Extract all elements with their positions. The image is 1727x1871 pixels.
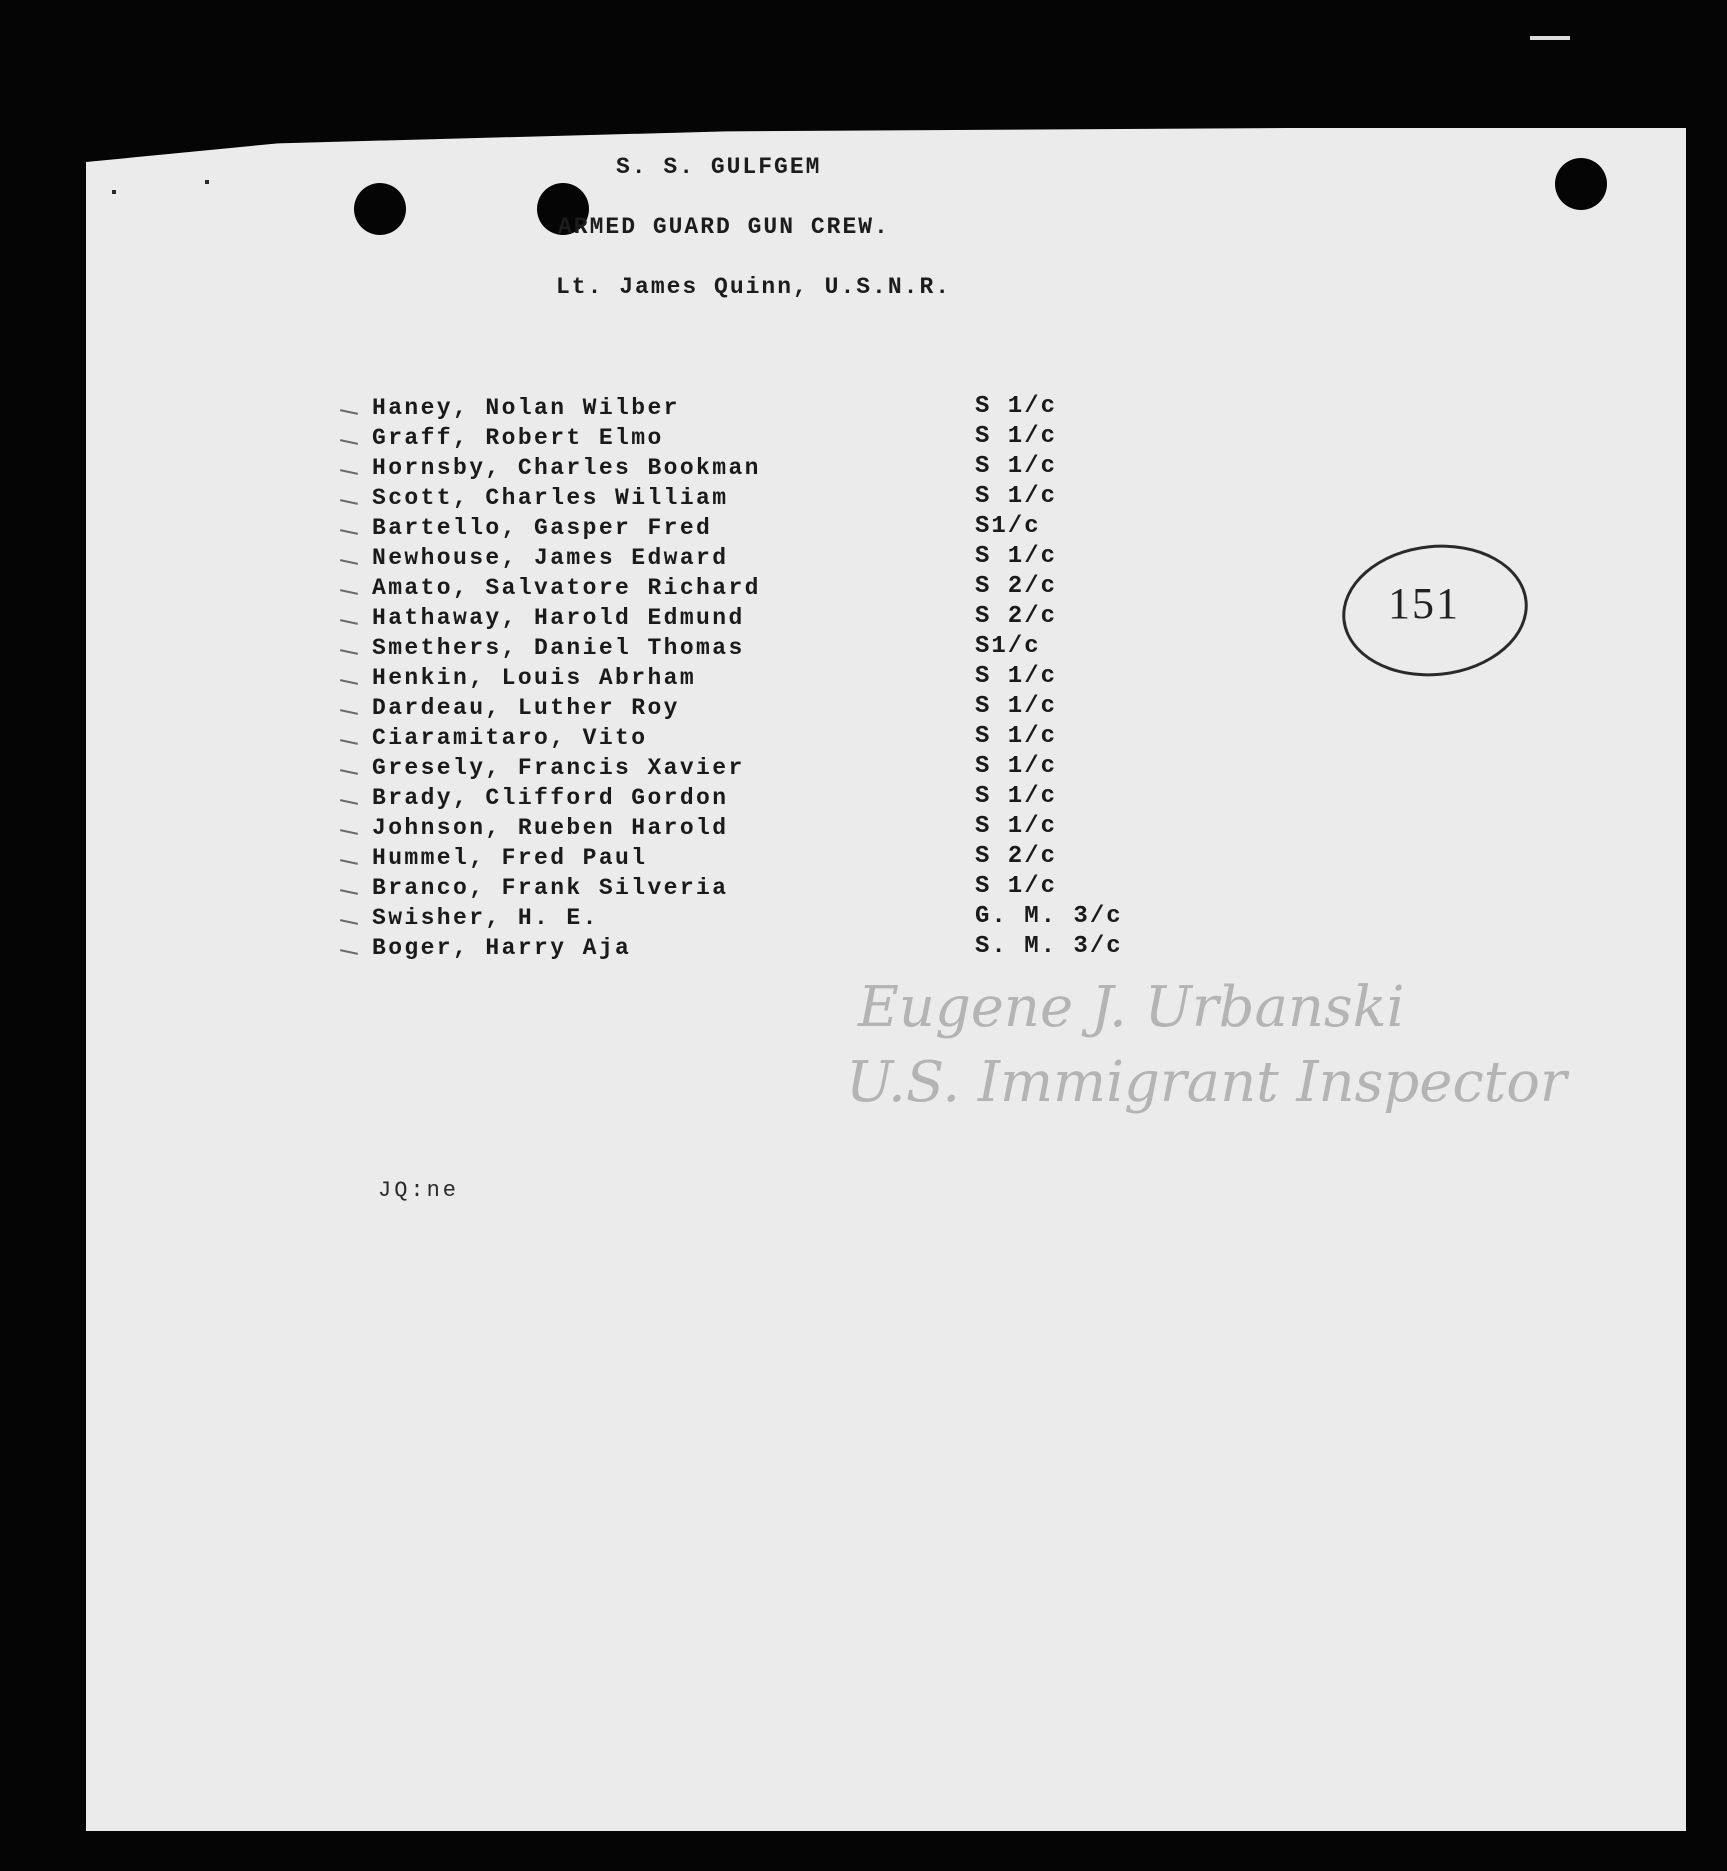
crew-name: Hornsby, Charles Bookman — [372, 455, 761, 481]
crew-rate: G. M. 3/c — [975, 903, 1123, 930]
crew-name: Branco, Frank Silveria — [372, 875, 729, 901]
crew-name: Smethers, Daniel Thomas — [372, 635, 745, 661]
crew-name: Swisher, H. E. — [372, 905, 599, 931]
crew-rate: S1/c — [975, 513, 1041, 540]
edge-mark-left-2 — [205, 180, 209, 184]
crew-name: Hummel, Fred Paul — [372, 845, 648, 871]
unit-title: ARMED GUARD GUN CREW. — [558, 214, 890, 240]
crew-name: Gresely, Francis Xavier — [372, 755, 745, 781]
crew-rate: S 1/c — [975, 723, 1058, 750]
crew-name: Hathaway, Harold Edmund — [372, 605, 745, 631]
crew-name: Graff, Robert Elmo — [372, 425, 664, 451]
crew-rate: S 1/c — [975, 423, 1058, 450]
crew-rate: S 1/c — [975, 783, 1058, 810]
crew-rate: S 1/c — [975, 873, 1058, 900]
punch-hole-right — [1555, 158, 1607, 210]
ship-name: S. S. GULFGEM — [616, 154, 822, 180]
crew-rate: S 2/c — [975, 573, 1058, 600]
signature-name: Eugene J. Urbanski — [858, 975, 1405, 1040]
crew-name: Henkin, Louis Abrham — [372, 665, 697, 691]
crew-name: Johnson, Rueben Harold — [372, 815, 729, 841]
crew-name: Boger, Harry Aja — [372, 935, 632, 961]
crew-rate: S 1/c — [975, 693, 1058, 720]
stamp-number: 151 — [1388, 579, 1460, 628]
crew-name: Ciaramitaro, Vito — [372, 725, 648, 751]
signature-title: U.S. Immigrant Inspector — [846, 1050, 1567, 1115]
officer-line: Lt. James Quinn, U.S.N.R. — [556, 274, 952, 300]
crew-rate: S 2/c — [975, 843, 1058, 870]
crew-rate: S 1/c — [975, 543, 1058, 570]
crew-rate: S 1/c — [975, 813, 1058, 840]
edge-mark-top-right — [1530, 36, 1570, 40]
crew-rate: S 2/c — [975, 603, 1058, 630]
crew-rate: S 1/c — [975, 393, 1058, 420]
crew-rate: S 1/c — [975, 453, 1058, 480]
crew-name: Dardeau, Luther Roy — [372, 695, 680, 721]
crew-rate: S. M. 3/c — [975, 933, 1123, 960]
punch-hole-left — [354, 183, 406, 235]
edge-mark-left — [112, 190, 116, 194]
crew-rate: S 1/c — [975, 483, 1058, 510]
crew-rate: S 1/c — [975, 663, 1058, 690]
crew-name: Newhouse, James Edward — [372, 545, 729, 571]
typist-initials: JQ:ne — [378, 1178, 460, 1203]
crew-rate: S1/c — [975, 633, 1041, 660]
crew-name: Scott, Charles William — [372, 485, 729, 511]
crew-name: Bartello, Gasper Fred — [372, 515, 713, 541]
crew-name: Brady, Clifford Gordon — [372, 785, 729, 811]
crew-name: Haney, Nolan Wilber — [372, 395, 680, 421]
crew-name: Amato, Salvatore Richard — [372, 575, 761, 601]
crew-rate: S 1/c — [975, 753, 1058, 780]
